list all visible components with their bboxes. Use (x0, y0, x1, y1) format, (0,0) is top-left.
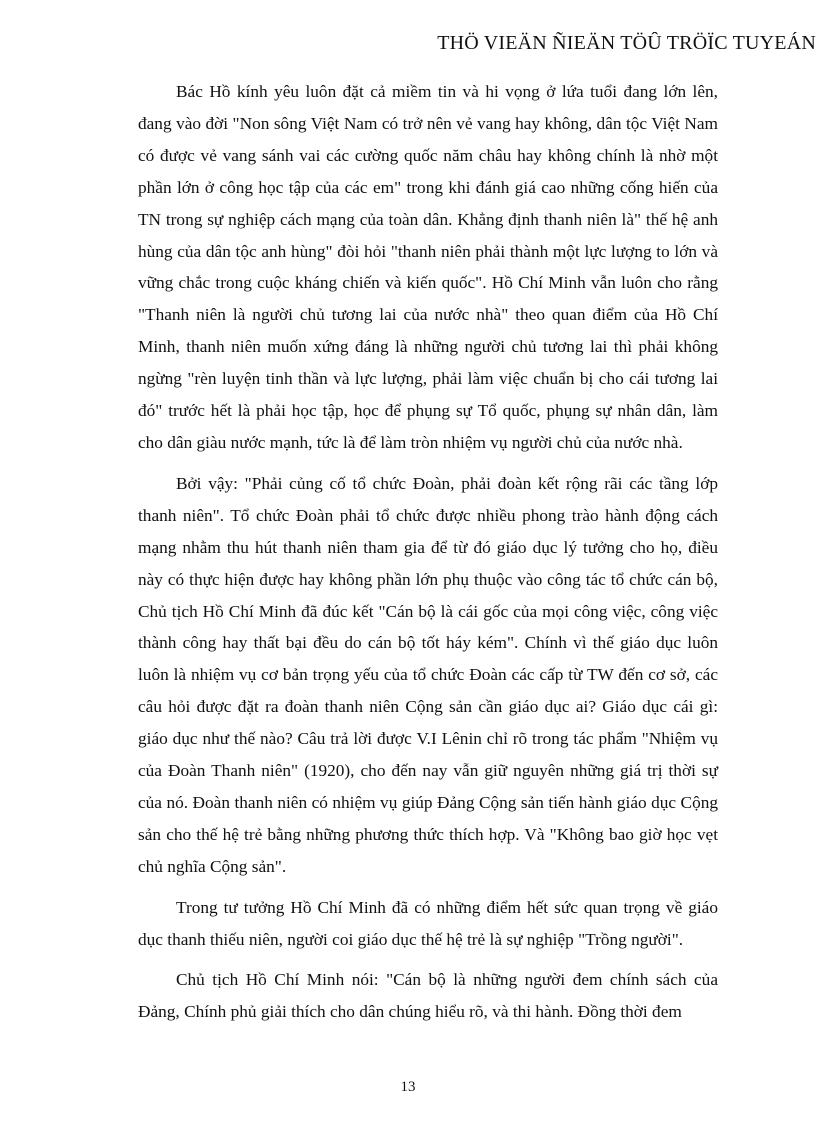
paragraph: Chủ tịch Hồ Chí Minh nói: "Cán bộ là những người đem chính sách của Đảng, Chính phủ giải thích cho dân chúng hiểu rõ, và thi hành. Đồng thời đem (138, 970, 718, 1022)
paragraph: Trong tư tưởng Hồ Chí Minh đã có những điểm hết sức quan trọng về giáo dục thanh thiếu niên, người coi giáo dục thế hệ trẻ là sự nghiệp "Trồng người". (138, 897, 718, 949)
paragraph: Bởi vậy: "Phải củng cố tổ chức Đoàn, phải đoàn kết rộng rãi các tầng lớp thanh niên". Tổ chức Đoàn phải tổ chức được nhiều phong trào hành động cách mạng nhằm thu hút thanh niên tham gia để từ đó giáo dục lý tưởng cho họ, điều này có thực hiện được hay không phần lớn phụ thuộc vào công tác tổ chức cán bộ, Chủ tịch Hồ Chí Minh đã đúc kết "Cán bộ là cái gốc của mọi công việc, công việc thành công hay thất bại đều do cán bộ tốt háy kém". Chính vì thế giáo dục luôn luôn là nhiệm vụ cơ bản trọng yếu của tổ chức Đoàn các cấp từ TW đến cơ sở, các câu hỏi được đặt ra đoàn thanh niên Cộng sản cần giáo dục ai? Giáo dục cái gì: giáo dục như thế nào? Câu trả lời được V.I Lênin chỉ rõ trong tác phẩm "Nhiệm vụ của Đoàn Thanh niên" (1920), cho đến nay vẫn giữ nguyên những giá trị thời sự của nó. Đoàn thanh niên có nhiệm vụ giúp Đảng Cộng sản tiến hành giáo dục Cộng sản cho thế hệ trẻ bằng những phương thức thích hợp. Và "Không bao giờ học vẹt chủ nghĩa Cộng sản". (138, 473, 718, 876)
paragraph: Bác Hồ kính yêu luôn đặt cả miềm tin và hi vọng ở lứa tuổi đang lớn lên, đang vào đời "Non sông Việt Nam có trở nên vẻ vang hay không, dân tộc Việt Nam có được vẻ vang sánh vai các cường quốc năm châu hay không chính là nhờ một phần lớn ở công học tập của các em" trong khi đánh giá cao những cống hiến của TN trong sự nghiệp cách mạng của toàn dân. Khẳng định thanh niên là" thế hệ anh hùng của dân tộc anh hùng" đòi hỏi "thanh niên phải thành một lực lượng to lớn và vững chắc trong cuộc kháng chiến và kiến quốc". Hồ Chí Minh vẫn luôn cho rằng "Thanh niên là người chủ tương lai của nước nhà" theo quan điểm của Hồ Chí Minh, thanh niên muốn xứng đáng là những người chủ tương lai thì phải không ngừng "rèn luyện tinh thần và lực lượng, phải làm việc chuẩn bị cho cái tương lai đó" trước hết là phải học tập, học để phụng sự Tổ quốc, phụng sự nhân dân, làm cho dân giàu nước mạnh, tức là để làm tròn nhiệm vụ người chủ của nước nhà. (138, 82, 718, 452)
body-text (138, 76, 718, 1037)
page-number: 13 (400, 1079, 416, 1095)
page-header: THÖ VIEÄN ÑIEÄN TÖÛ TRÖÏC TUYEÁN (437, 32, 816, 54)
